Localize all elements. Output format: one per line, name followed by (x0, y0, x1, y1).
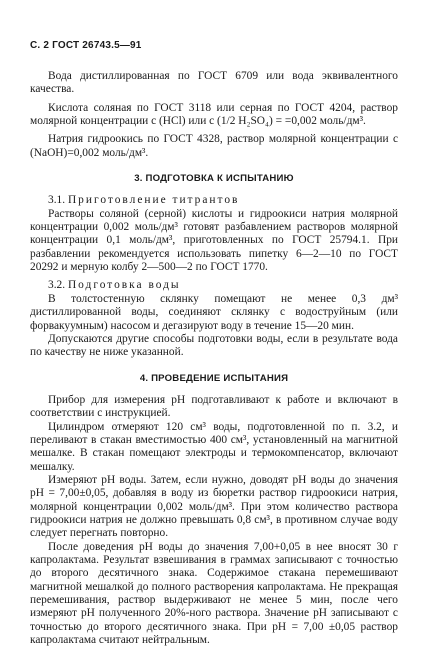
paragraph-cylinder: Цилиндром отмеряют 120 см³ воды, подготовленной по п. 3.2, и переливают в стакан вместимостью 400 см³, установленный на магнитной мешалке. В стакан помещают электроды и термокомпенсатор, включают мешалку. (30, 420, 398, 473)
page-header: С. 2 ГОСТ 26743.5—91 (30, 40, 142, 51)
paragraph-titrants: Растворы соляной (серной) кислоты и гидроокиси натрия молярной концентрации 0,002 моль/дм³ готовят разбавлением растворов молярной концентрации 0,1 моль/дм³, приготовленных по ГОСТ 25794.1. При разбавлении рекомендуется использовать пипетку 6—2—10 по ГОСТ 20292 и мерную колбу 2—500—2 по ГОСТ 1770. (30, 207, 398, 274)
section-heading-3: 3. ПОДГОТОВКА К ИСПЫТАНИЮ (134, 173, 294, 185)
subsection-number: 3.1. (48, 194, 66, 207)
paragraph-device: Прибор для измерения рН подготавливают к работе и включают в соответствии с инструкцией. (30, 393, 398, 420)
section-heading-4: 4. ПРОВЕДЕНИЕ ИСПЫТАНИЯ (139, 372, 289, 384)
subsection-title: Приготовление титрантов (67, 194, 240, 207)
paragraph-degas: В толстостенную склянку помещают не менее 0,3 дм³ дистиллированной воды, соединяют склянку с водоструйным (или форвакуумным) насосом и дегазируют воду в течение 15—20 мин. (30, 292, 398, 332)
paragraph-caprolactam: После доведения рН воды до значения 7,00+0,05 в нее вносят 30 г капролактама. Результат взвешивания в граммах записывают с точностью до второго десятичного знака. Содержимое стакана перемешивают магнитной мешалкой до полного растворения капролактама. Не прекращая перемешивания, раствор выдерживают не менее 5 мин, после чего измеряют рН полученного 20%-ного раствора. Значение рН записывают с точностью до второго десятичного знака. При рН = 7,00 ±0,05 раствор капролактама считают нейтральным. (30, 540, 398, 647)
paragraph-naoh: Натрия гидроокись по ГОСТ 4328, раствор молярной концентрации с (NaOH)=0,002 моль/дм³. (30, 133, 398, 159)
paragraph-water: Вода дистиллированная по ГОСТ 6709 или вода эквивалентного качества. (30, 70, 398, 96)
subsection-3-2 (30, 279, 398, 292)
paragraph-acid: Кислота соляная по ГОСТ 3118 или серная по ГОСТ 4204, раствор молярной концентрации с (HCl) или с (1/2 H₂SO₄) = =0,002 моль/дм³. (30, 101, 398, 128)
subsection-3-1 (30, 194, 398, 207)
subsection-title: Подготовка воды (67, 279, 181, 292)
subsection-number: 3.2. (48, 279, 66, 292)
document-body (30, 70, 398, 647)
paragraph-alternatives: Допускаются другие способы подготовки воды, если в результате вода по качеству не ниже указанной. (30, 332, 398, 359)
paragraph-measure-ph: Измеряют рН воды. Затем, если нужно, доводят рН воды до значения рН = 7,00±0,05, добавляя в воду из бюретки раствор гидроокиси натрия, молярной концентрации 0,002 моль/дм³. При этом количество раствора гидроокиси натрия не должно превышать 0,8 см³, в противном случае воду следует перегнать повторно. (30, 473, 398, 540)
